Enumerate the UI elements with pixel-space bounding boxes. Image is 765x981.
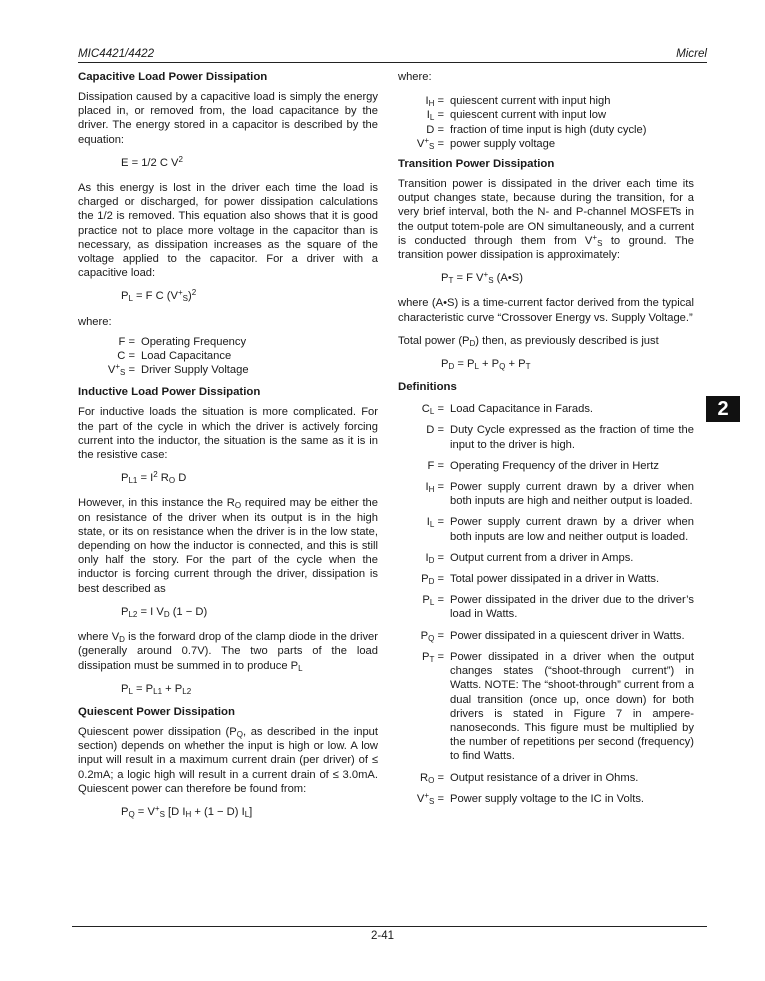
definition-item: $P_L$ = Power dissipated in the driver due to the driver’s load in Watts.	[422, 594, 694, 621]
definition-item: F = Operating Frequency of the driver in Hertz	[427, 459, 659, 472]
section-heading-capacitive: Capacitive Load Power Dissipation	[78, 71, 268, 83]
header-brand: Micrel	[676, 47, 707, 60]
paragraph: Total power $(P_D)$ then, as previously described is just	[398, 334, 659, 348]
definition-item: $I_D$ = Output current from a driver in Amps.	[425, 551, 634, 565]
header-part-number: MIC4421/4422	[78, 47, 155, 60]
paragraph: Quiescent power dissipation ($P_Q$, as described in the input section) depends on whether the input is high or low. A low input will result in a maximum current drain (per driver) of ≤ 0.2mA; a logic high will result in a current drain of ≤ 3.0mA. Quiescent power can therefore be found from:	[78, 725, 378, 795]
definition-item: $C_L$ = Load Capacitance in Farads.	[421, 403, 594, 417]
list-item: $I_H$ = quiescent current with input high	[425, 95, 611, 109]
variable-list	[78, 335, 378, 378]
definition-item: $P_Q$ = Power dissipated in a quiescent driver in Watts.	[420, 629, 685, 643]
page-number: 2-41	[370, 930, 395, 942]
paragraph: As this energy is lost in the driver each time the load is charged or discharged, for power dissipation calculations the 1/2 is removed. This equation also shows that it is good practice not to place more voltage in the capacitor than is necessary, as dissipation increases as the square of the voltage applied to the capacitor. For a driver with a capacitive load:	[78, 182, 378, 280]
where-label: where:	[78, 315, 112, 328]
definition-item: $R_O$ = Output resistance of a driver in Ohms.	[420, 771, 639, 785]
header-rule	[78, 62, 707, 63]
where-label: where:	[398, 71, 432, 83]
equation-pl-sum: $P_L = P_{L1} + P_{L2}$	[121, 682, 192, 696]
footer-rule	[72, 926, 707, 927]
definition-item: $V^+_S$ = Power supply voltage to the IC in Volts.	[416, 790, 645, 806]
list-item: $V^+_S$ = power supply voltage	[416, 135, 556, 151]
section-heading-definitions: Definitions	[398, 381, 457, 394]
list-item: C = Load Capacitance	[117, 350, 232, 363]
equation-pl: $P_L = F$ C $(V^+_S)^2$	[121, 288, 197, 304]
equation-pd: $P_D = P_L + P_Q + P_T$	[441, 358, 531, 372]
section-tab: 2	[706, 396, 740, 422]
section-heading-transition: Transition Power Dissipation	[398, 158, 555, 171]
paragraph: Transition power is dissipated in the driver each time its output changes state, because during the transition, for a very brief interval, both the N- and P-channel MOSFETs in the output totem-pole are ON simultaneously, and a current is conducted through them from $V^+_S$ to ground. The transition power dissipation is approximately:	[398, 178, 694, 262]
list-item: $V^+_S$ = Driver Supply Voltage	[107, 362, 249, 378]
equation-pl1: $P_{L1} = I^2$ $R_O$ D	[121, 470, 187, 486]
list-item: $I_L$ = quiescent current with input low	[426, 109, 607, 123]
paragraph: Dissipation caused by a capacitive load is simply the energy placed in, or removed from, the load capacitance by the driver. The energy stored in a capacitor is described by the equation:	[78, 91, 378, 146]
equation-pq: $P_Q = V^+_S$ [D $I_H + (1 - D)$ $I_L$]	[121, 803, 253, 819]
paragraph: However, in this instance the $R_O$ required may be either the on resistance of the driver when its output is in the high state, or its on resistance when the driver is in the low state, depending on how the inductor is connected, and this is still only half the story. For the part of the cycle when the inductor is forcing current through the driver, dissipation is best described as	[78, 497, 378, 595]
equation-pl2: $P_{L2} = I$ $V_D$ (1 − D)	[121, 605, 208, 619]
list-item: F = Operating Frequency	[118, 335, 247, 348]
section-heading-quiescent: Quiescent Power Dissipation	[78, 705, 235, 718]
definition-item: D = Duty Cycle expressed as the fraction of time the input to the driver is high.	[426, 424, 694, 451]
definition-item: $I_L$ = Power supply current drawn by a driver when both inputs are low and neither output is loaded.	[426, 516, 694, 543]
paragraph: where (A•S) is a time-current factor derived from the typical characteristic curve “Crossover Energy vs. Supply Voltage.”	[398, 297, 694, 324]
equation-pt: $P_T = F$ $V^+_S$ (A•S)	[441, 270, 523, 286]
equation-energy: E = 1/2 C $V^2$	[121, 154, 183, 169]
definition-item: $I_H$ = Power supply current drawn by a driver when both inputs are high and neither output is loaded.	[425, 481, 694, 508]
definitions-list	[398, 402, 694, 806]
variable-list	[398, 94, 694, 151]
definition-item: $P_D$ = Total power dissipated in a driver in Watts.	[421, 573, 660, 587]
paragraph: For inductive loads the situation is more complicated. For the part of the cycle in which the driver is actively forcing current into the inductor, the situation is the same as it is in the resistive case:	[78, 406, 378, 462]
right-column	[398, 70, 694, 813]
definition-item: $P_T$ = Power dissipated in a driver when the output changes states (“shoot-through current”) in Watts. NOTE: The “shoot-through” current from a dual transition (once up, once down) for both drivers is stated in Figure 7 in ampere-nanoseconds. This figure must be multiplied by the number of repetitions per second (frequency) to find Watts.	[421, 650, 694, 763]
section-heading-inductive: Inductive Load Power Dissipation	[78, 386, 261, 399]
left-column	[78, 70, 378, 828]
list-item: D = fraction of time input is high (duty cycle)	[426, 123, 647, 136]
paragraph: where $V_D$ is the forward drop of the clamp diode in the driver (generally around 0.7V). The two parts of the load dissipation must be summed in to produce $P_L$	[78, 631, 378, 673]
